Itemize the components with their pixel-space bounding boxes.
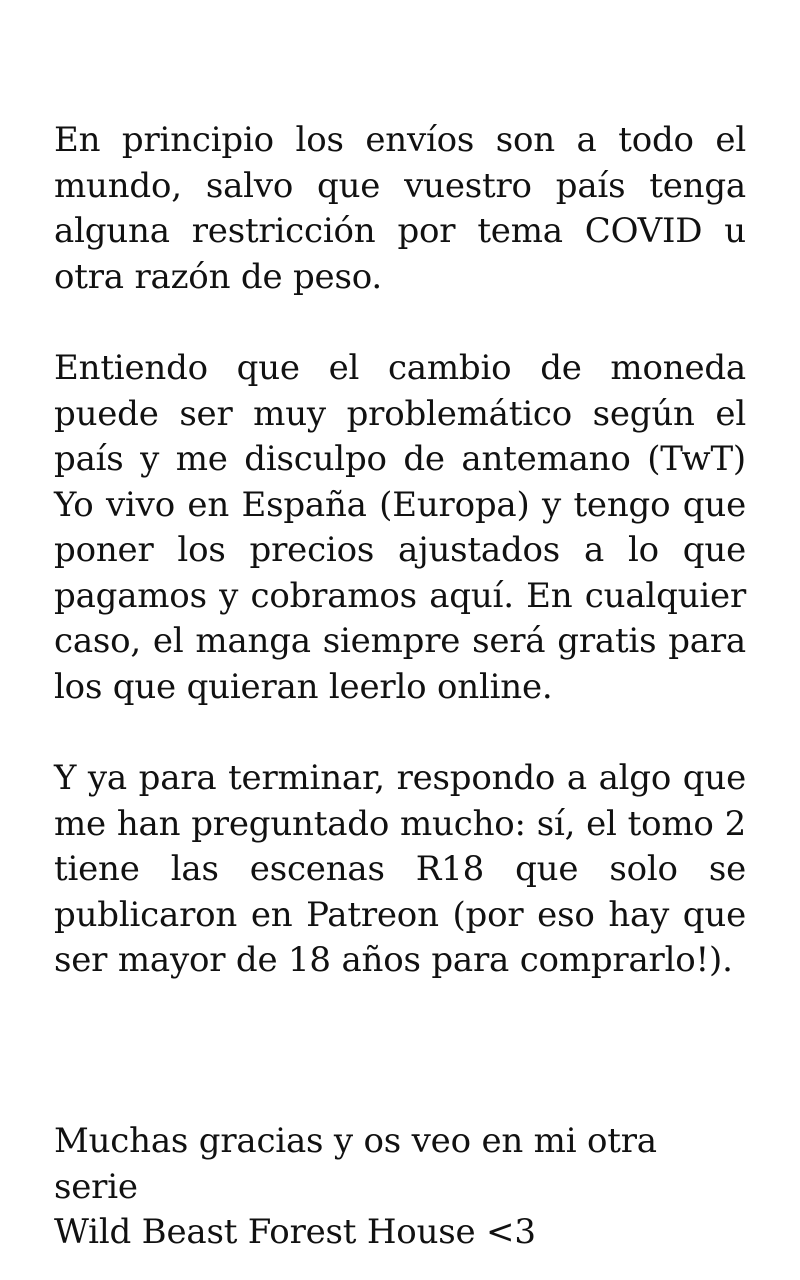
notice-body	[54, 118, 746, 984]
paragraph-r18-volume: Y ya para terminar, respondo a algo que me han preguntado mucho: sí, el tomo 2 tiene las escenas R18 que solo se publicaron en Patreon (por eso hay que ser mayor de 18 años para comprarlo!).	[54, 758, 746, 980]
paragraph-shipping: En principio los envíos son a todo el mundo, salvo que vuestro país tenga alguna restricción por tema COVID u otra razón de peso.	[54, 120, 746, 297]
closing-line-1: Muchas gracias y os veo en mi otra serie	[54, 1121, 657, 1207]
paragraph-currency: Entiendo que el cambio de moneda puede ser muy problemático según el país y me disculpo de antemano (TwT) Yo vivo en España (Europa) y tengo que poner los precios ajustados a lo que pagamos y cobramos aquí. En cualquier caso, el manga siempre será gratis para los que quieran leerlo online.	[54, 348, 746, 707]
closing-message	[54, 1119, 746, 1256]
closing-line-2: Wild Beast Forest House <3	[54, 1212, 536, 1252]
